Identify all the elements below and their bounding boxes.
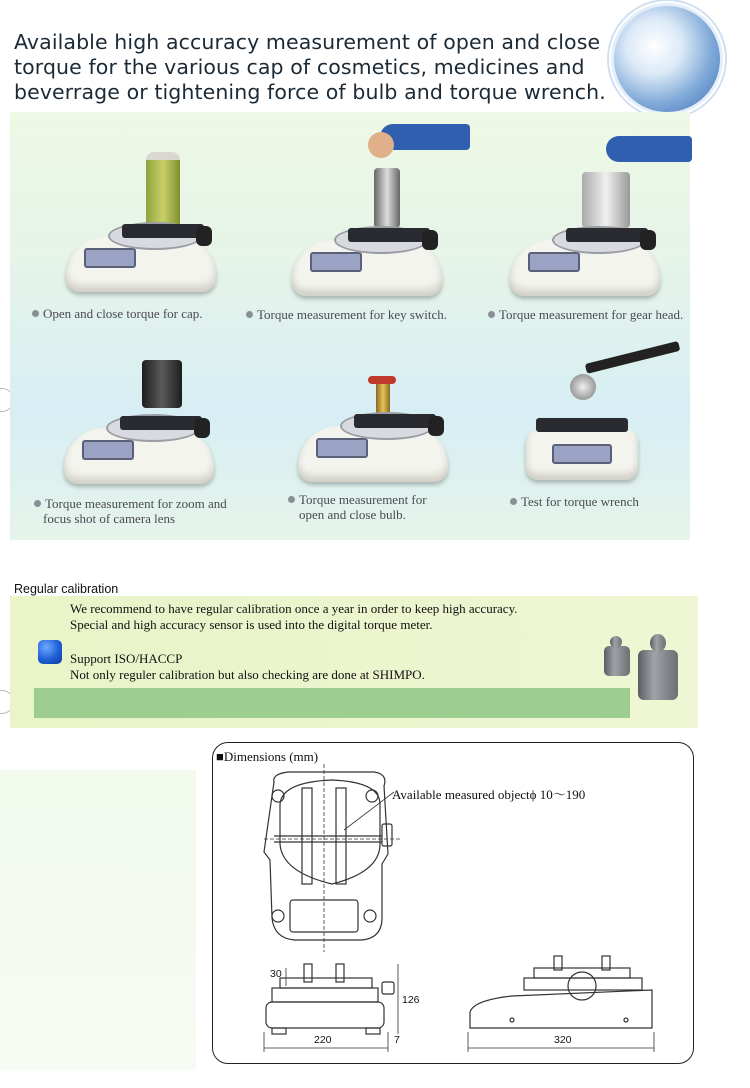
caption-camera-lens: Torque measurement for zoom and focus shot of camera lens xyxy=(34,496,227,526)
dimension-height-top: 30 xyxy=(270,968,282,980)
dimension-width-front: 220 xyxy=(314,1034,332,1046)
bullet-icon xyxy=(288,496,295,503)
calibration-green-bar xyxy=(34,688,630,718)
tester-with-gear-head-image xyxy=(510,136,670,296)
caption-torque-wrench: Test for torque wrench xyxy=(510,494,639,510)
caption-bulb: Torque measurement for open and close bulb. xyxy=(288,492,427,522)
tester-with-bottle-image xyxy=(66,152,226,292)
bottle-icon xyxy=(146,152,180,230)
large-weight-icon xyxy=(638,650,678,700)
headline-line-2: torque for the various cap of cosmetics, medicines and xyxy=(14,55,585,79)
hand-icon xyxy=(368,132,394,158)
headline xyxy=(14,30,634,105)
bullet-icon xyxy=(246,311,253,318)
decorative-background xyxy=(0,770,196,1070)
top-view-drawing xyxy=(264,764,400,952)
wrench-icon xyxy=(585,341,681,374)
caption-key-switch: Torque measurement for key switch. xyxy=(246,307,447,323)
dimension-depth-side: 320 xyxy=(554,1034,572,1046)
globe-decoration xyxy=(614,6,720,112)
measured-object-note: Available measured objectϕ 10～190 xyxy=(392,787,586,802)
tester-with-torque-wrench-image xyxy=(526,364,686,480)
wrench-head-icon xyxy=(570,374,596,400)
key-switch-icon xyxy=(374,168,400,228)
dimension-drawings xyxy=(212,742,692,1062)
tester-with-bulb-image xyxy=(298,376,448,482)
tester-with-camera-lens-image xyxy=(64,360,224,484)
bullet-icon xyxy=(488,311,495,318)
bullet-icon xyxy=(34,500,41,507)
tester-with-key-switch-image xyxy=(292,124,452,296)
iso-square-icon xyxy=(38,640,62,664)
caption-gear-head: Torque measurement for gear head. xyxy=(488,307,683,323)
calibration-title: Regular calibration xyxy=(14,582,119,596)
large-weight-knob-icon xyxy=(650,634,666,652)
application-photos-panel xyxy=(10,112,690,540)
bullet-icon xyxy=(32,310,39,317)
valve-handle-icon xyxy=(368,376,396,384)
dimension-offset: 7 xyxy=(394,1034,400,1046)
headline-line-3: beverrage or tightening force of bulb and torque wrench. xyxy=(14,80,606,104)
calibration-line-1: We recommend to have regular calibration once a year in order to keep high accuracy. xyxy=(70,601,518,616)
dimensions-title: ■Dimensions (mm) xyxy=(216,749,319,764)
small-weight-icon xyxy=(604,646,630,676)
gear-head-icon xyxy=(582,172,630,228)
small-weight-knob-icon xyxy=(610,636,622,648)
dimension-height-total: 126 xyxy=(402,994,420,1006)
headline-line-1: Available high accuracy measurement of open and close xyxy=(14,30,601,54)
camera-lens-icon xyxy=(142,360,182,408)
iso-text: Not only reguler calibration but also checking are done at SHIMPO. xyxy=(70,667,425,682)
calibration-weights-image xyxy=(600,628,684,706)
caption-cap: Open and close torque for cap. xyxy=(32,306,203,322)
calibration-line-2: Special and high accuracy sensor is used into the digital torque meter. xyxy=(70,617,433,632)
bullet-icon xyxy=(510,498,517,505)
arm-icon xyxy=(606,136,692,162)
iso-title: Support ISO/HACCP xyxy=(70,651,183,666)
